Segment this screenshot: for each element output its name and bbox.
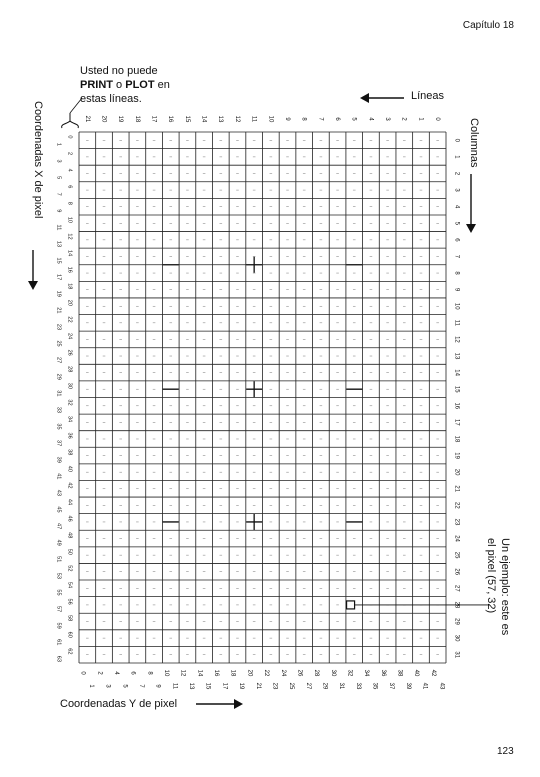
pixel-y-label: 14	[196, 669, 203, 677]
pixel-x-label: 48	[66, 532, 73, 539]
line-number: 0	[434, 117, 441, 121]
pixel-y-label: 8	[146, 671, 153, 675]
column-number: 17	[453, 419, 460, 426]
line-number: 4	[367, 117, 374, 121]
pixel-y-label: 17	[221, 682, 228, 690]
pixel-x-label: 27	[55, 357, 62, 364]
pixel-y-label: 38	[396, 669, 403, 677]
pixel-x-label: 12	[66, 233, 73, 240]
page-number: 123	[497, 746, 514, 757]
pixel-x-label: 55	[55, 589, 62, 596]
column-number: 24	[453, 535, 460, 542]
column-number: 2	[453, 171, 460, 176]
pixel-x-label: 14	[66, 250, 73, 257]
line-number: 9	[283, 117, 290, 121]
pixel-x-label: 42	[66, 482, 73, 489]
note-leader	[70, 98, 82, 113]
pixel-y-label: 40	[413, 669, 420, 677]
column-number: 20	[453, 468, 460, 476]
pixel-x-label: 35	[55, 423, 62, 430]
pixel-y-label: 31	[338, 682, 345, 690]
pixel-y-label: 43	[438, 682, 445, 690]
pixel-x-label: 31	[55, 390, 62, 397]
note-line-1: Usted no puede	[80, 65, 158, 77]
pixel-x-label: 30	[66, 382, 73, 390]
column-number: 15	[453, 385, 460, 393]
pixel-x-label: 37	[55, 440, 62, 447]
line-number: 18	[133, 115, 140, 123]
column-number: 27	[453, 584, 460, 592]
pixel-x-label: 41	[55, 473, 62, 480]
columnas-label: Columnas	[468, 118, 480, 168]
pixel-x-label: 63	[55, 655, 62, 662]
pixel-x-label: 8	[66, 201, 73, 205]
pixel-x-label: 0	[66, 135, 73, 139]
pixel-y-label: 27	[304, 682, 311, 690]
pixel-x-label: 60	[66, 631, 73, 638]
column-number: 1	[453, 155, 460, 159]
chapter-title: Capítulo 18	[462, 20, 514, 31]
print-keyword: PRINT	[80, 79, 113, 91]
pixel-y-label: 0	[79, 671, 86, 675]
pixel-y-label: 21	[254, 682, 261, 690]
column-number: 16	[453, 402, 460, 410]
pixel-y-label: 22	[263, 669, 270, 677]
column-number: 11	[453, 319, 460, 326]
pixel-y-label: 37	[388, 682, 395, 690]
line-number: 2	[400, 117, 407, 121]
pixel-x-label: 23	[55, 323, 62, 331]
pixel-y-label: 23	[271, 682, 278, 690]
pixel-y-label: 15	[204, 682, 211, 690]
pixel-y-label: 11	[171, 682, 178, 690]
pixel-y-label: 29	[321, 682, 328, 690]
pixel-y-label: 12	[179, 669, 186, 677]
line-number: 17	[150, 115, 157, 123]
excluded-lines-bracket	[62, 121, 79, 128]
line-number: 16	[167, 115, 174, 123]
pixel-x-label: 7	[55, 192, 62, 196]
column-number: 9	[453, 287, 460, 292]
pixel-x-label: 50	[66, 548, 73, 555]
pixel-y-label: 19	[238, 682, 245, 690]
column-number: 26	[453, 568, 460, 576]
pixel-x-label: 5	[55, 176, 62, 180]
example-line-1: Un ejemplo: este es	[499, 538, 511, 636]
column-number: 30	[453, 634, 460, 642]
pixel-y-label: 34	[363, 669, 370, 677]
line-number: 13	[217, 115, 224, 123]
down-arrow-icon	[28, 281, 38, 290]
column-number: 31	[453, 651, 460, 659]
down-arrow-icon	[466, 224, 476, 233]
column-number: 6	[453, 238, 460, 242]
line-number: 15	[183, 115, 190, 123]
pixel-x-label: 24	[66, 332, 73, 340]
pixel-x-label: 52	[66, 565, 73, 572]
line-number: 12	[233, 115, 240, 123]
pixel-x-label: 33	[55, 406, 62, 414]
x-coordinates-label: Coordenadas X de pixel	[32, 101, 44, 219]
pixel-x-label: 10	[66, 216, 73, 224]
pixel-y-label: 33	[354, 682, 361, 690]
pixel-y-label: 30	[329, 669, 336, 677]
pixel-x-label: 1	[55, 142, 62, 147]
pixel-x-label: 34	[66, 415, 73, 423]
pixel-x-label: 59	[55, 622, 62, 629]
pixel-y-label: 32	[346, 669, 353, 677]
pixel-x-label: 46	[66, 515, 73, 522]
pixel-x-label: 40	[66, 465, 73, 472]
pixel-y-label: 1	[87, 684, 94, 688]
pixel-x-label: 29	[55, 373, 62, 380]
column-number: 3	[453, 188, 460, 192]
column-number: 23	[453, 518, 460, 526]
lineas-label: Líneas	[411, 90, 445, 102]
y-coordinates-label: Coordenadas Y de pixel	[60, 698, 178, 710]
pixel-x-label: 61	[55, 639, 62, 646]
pixel-x-label: 11	[55, 224, 62, 231]
pixel-x-label: 62	[66, 648, 73, 655]
line-number: 7	[317, 117, 324, 121]
line-number: 5	[350, 117, 357, 121]
plot-keyword: PLOT	[125, 79, 155, 91]
line-number: 8	[300, 117, 307, 121]
pixel-x-label: 51	[55, 556, 62, 563]
column-number: 0	[453, 138, 460, 142]
pixel-y-label: 6	[129, 671, 136, 675]
column-number: 28	[453, 601, 460, 609]
column-number: 12	[453, 336, 460, 343]
left-arrow-icon	[360, 93, 369, 103]
pixel-x-label: 18	[66, 283, 73, 290]
example-pixel-marker	[347, 601, 355, 609]
pixel-x-label: 57	[55, 605, 62, 613]
pixel-y-label: 13	[188, 682, 195, 690]
line-number: 20	[100, 115, 107, 123]
pixel-x-label: 4	[66, 168, 73, 172]
column-number: 14	[453, 369, 460, 376]
pixel-x-label: 39	[55, 456, 62, 463]
note-line-3: estas líneas.	[80, 93, 142, 105]
column-number: 7	[453, 254, 460, 259]
line-number: 10	[267, 115, 274, 123]
pixel-y-label: 24	[279, 669, 286, 677]
pixel-x-label: 26	[66, 349, 73, 356]
column-number: 19	[453, 452, 460, 459]
pixel-x-label: 54	[66, 581, 73, 589]
column-number: 5	[453, 221, 460, 225]
pixel-x-label: 44	[66, 498, 73, 506]
right-arrow-icon	[234, 699, 243, 709]
pixel-y-label: 4	[112, 671, 119, 675]
pixel-x-label: 17	[55, 274, 62, 281]
example-line-2: el pixel (57, 32)	[485, 538, 497, 614]
line-number: 6	[333, 117, 340, 121]
note-en: en	[154, 79, 170, 91]
pixel-x-label: 53	[55, 572, 62, 579]
column-number: 13	[453, 352, 460, 360]
column-number: 25	[453, 551, 460, 559]
pixel-y-label: 28	[313, 669, 320, 677]
column-number: 21	[453, 485, 460, 493]
pixel-y-label: 41	[421, 682, 428, 690]
pixel-x-label: 16	[66, 266, 73, 273]
pixel-y-label: 35	[371, 682, 378, 690]
pixel-y-label: 26	[296, 669, 303, 677]
line-number: 11	[250, 115, 257, 123]
pixel-x-label: 3	[55, 159, 62, 163]
pixel-y-label: 10	[163, 669, 170, 677]
pixel-y-label: 9	[154, 684, 161, 688]
pixel-y-label: 16	[213, 669, 220, 677]
pixel-y-label: 25	[288, 682, 295, 690]
pixel-y-label: 7	[137, 684, 144, 688]
column-number: 29	[453, 618, 460, 625]
pixel-y-label: 39	[404, 682, 411, 690]
pixel-x-label: 19	[55, 290, 62, 297]
pixel-x-label: 6	[66, 185, 73, 189]
pixel-y-label: 18	[229, 669, 236, 677]
pixel-y-label: 36	[379, 669, 386, 677]
pixel-y-label: 3	[104, 684, 111, 688]
pixel-x-label: 28	[66, 366, 73, 373]
pixel-y-label: 5	[121, 684, 128, 688]
column-number: 22	[453, 502, 460, 509]
column-number: 8	[453, 271, 460, 275]
pixel-x-label: 47	[55, 522, 62, 530]
pixel-y-label: 2	[96, 671, 103, 675]
line-number: 14	[200, 115, 207, 123]
pixel-x-label: 45	[55, 506, 62, 513]
line-number: 1	[417, 117, 424, 121]
pixel-x-label: 49	[55, 539, 62, 546]
column-number: 4	[453, 205, 460, 209]
pixel-x-label: 56	[66, 598, 73, 605]
note-or: o	[113, 79, 126, 91]
line-number: 21	[83, 115, 90, 123]
pixel-x-label: 21	[55, 307, 62, 314]
pixel-x-label: 22	[66, 316, 73, 323]
pixel-y-label: 42	[429, 669, 436, 677]
pixel-x-label: 32	[66, 399, 73, 406]
pixel-x-label: 20	[66, 299, 73, 307]
pixel-x-label: 13	[55, 240, 62, 248]
pixel-x-label: 15	[55, 257, 62, 264]
column-number: 10	[453, 302, 460, 310]
pixel-x-label: 2	[66, 152, 73, 156]
pixel-x-label: 36	[66, 432, 73, 439]
pixel-x-label: 25	[55, 340, 62, 347]
line-number: 19	[117, 115, 124, 123]
column-number: 18	[453, 435, 460, 443]
pixel-y-label: 20	[246, 669, 253, 677]
pixel-x-label: 38	[66, 449, 73, 456]
pixel-x-label: 58	[66, 615, 73, 622]
line-number: 3	[384, 117, 391, 121]
pixel-x-label: 43	[55, 489, 62, 497]
pixel-x-label: 9	[55, 209, 62, 213]
